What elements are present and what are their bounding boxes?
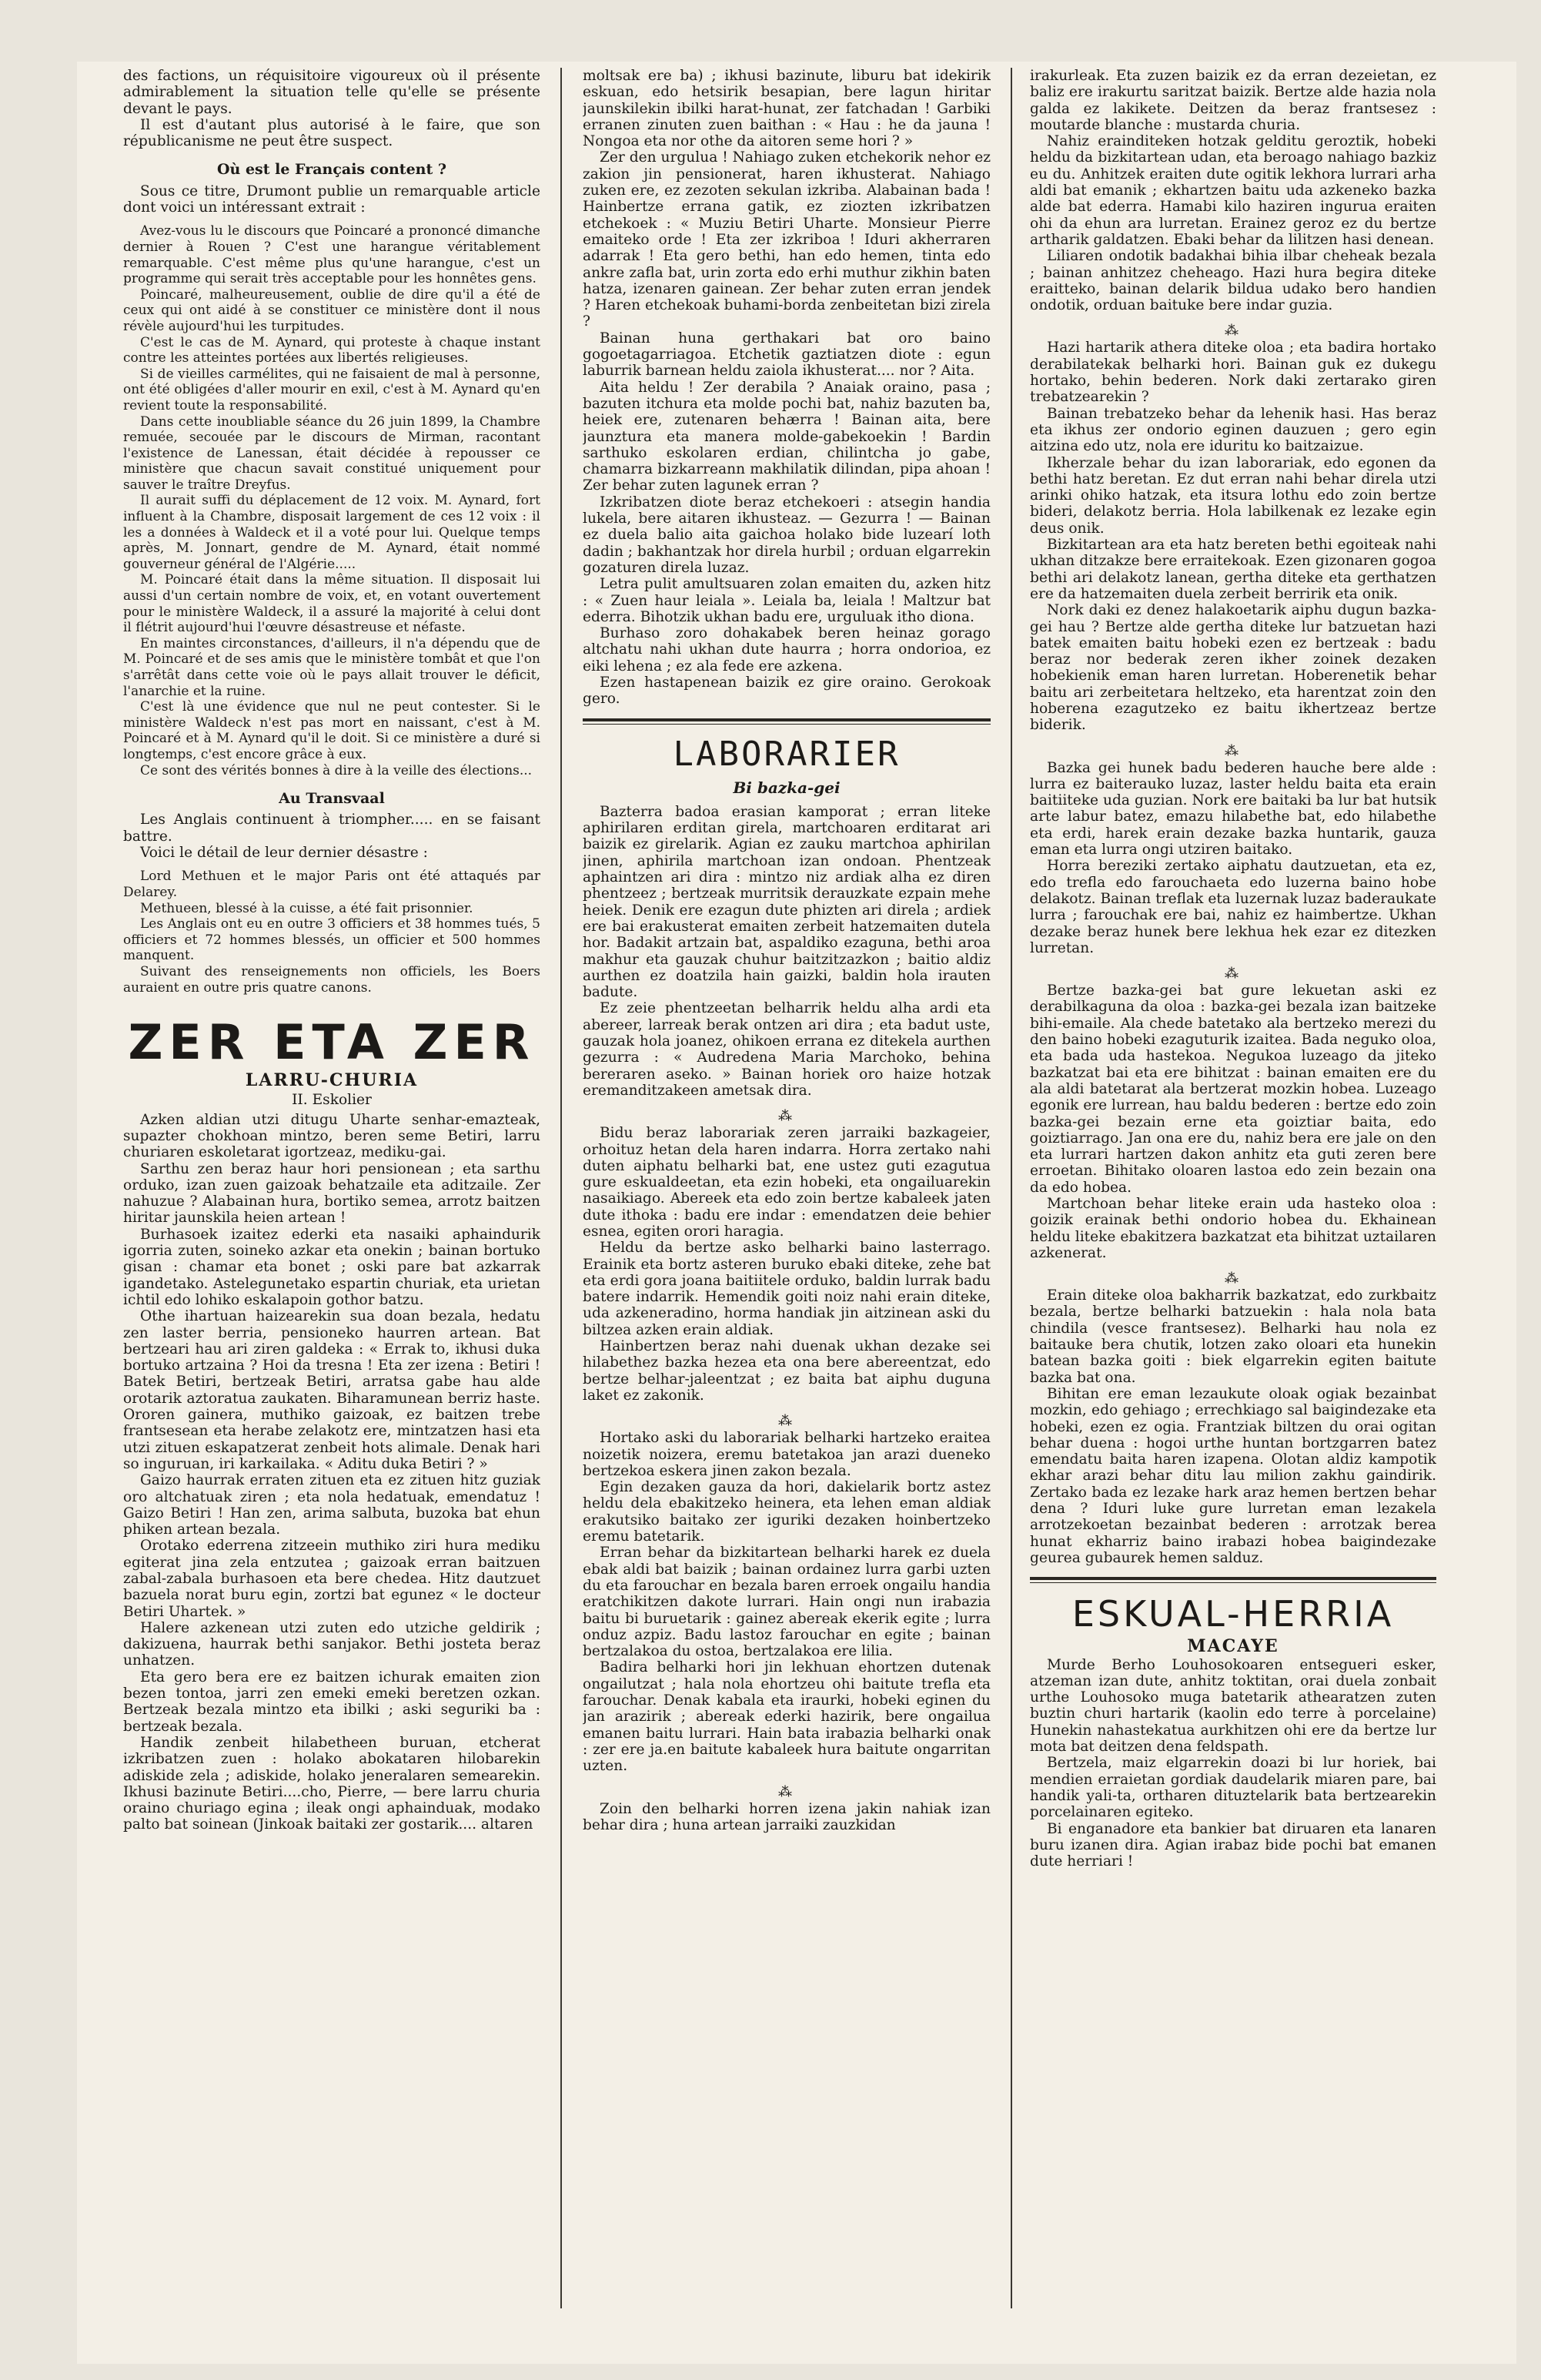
paragraph: Bertze bazka-gei bat gure lekuetan aski ez derabilkaguna da oloa : bazka-gei bezala izan baitzeke bihi-emaile. Ala chede batetako ala bertzeko merezi du den baino hobeki ezaguturik izaitea. Bada neguko oloa, eta bada uda hastekoa. Negukoa luzeago da jiteko bazkatzat bai eta ere bihitzat : bainan emaiten ere du ala aldi batetarat ala bertzerat mozkin hobea. Luzeago egonik ere lurrean, hau baldu bederen : bertze edo zoin bazka-gei bezain erne eta goiztiar baita, edo goiztiarrago. Jan ona ere du, nahiz bera ere jale on den eta lurrari hartzen dakon anhitz eta guti zeren bere erroetan. Bihitako oloaren lastoa edo zein bezain ona da edo hobea.: [1030, 982, 1436, 1196]
quote-paragraph: Il aurait suffi du déplacement de 12 voix. M. Aynard, fort influent à la Chambre, disposait largement de ces 12 voix : il les a données à Waldeck et il a voté pour lui. Quelque temps après, M. Jonnart, gendre de M. Aynard, était nommé gouverneur général de l'Algérie.....: [123, 493, 540, 572]
paragraph: Il est d'autant plus autorisé à le faire, que son républicanisme ne peut être suspect.: [123, 116, 540, 150]
paragraph: Orotako ederrena zitzeein muthiko ziri hura mediku egiterat jina zela entzutea ; gaizoak erran baitzuen zabal-zabala burhasoen eta bere chedea. Hitz dautzuet bazuela norat buru egin, zortzi bat egunez « le docteur Betiri Uhartek. »: [123, 1538, 540, 1620]
column-rule: [1011, 68, 1012, 2308]
paragraph: Horra bereziki zertako aiphatu dautzuetan, eta ez, edo trefla edo farouchaeta edo luzerna baino hobe delakotz. Bainan treflak eta luzernak luzaz baderaukate lurra ; farouchak ere bai, nahiz ez haimbertze. Ukhan dezake beraz hunek bere lekhua hek ezar ez ditezken lurretan.: [1030, 858, 1436, 956]
paragraph: Ikherzale behar du izan laborariak, edo egonen da bethi hatz beretan. Ez dut erran nahi behar direla utzi arinki ohiko hatzak, eta itsura lothu edo zoin bertze bideri, delakotz berria. Hola labilkenak ez lezake egin deus onik.: [1030, 454, 1436, 537]
paragraph: Aita heldu ! Zer derabila ? Anaiak oraino, pasa ; bazuten itchura eta molde pochi bat, nahiz bazuten ba, heiek ere, zutenaren behærra ! Bainan aita, bere jaunztura eta manera molde-gabekoekin ! Bardin sarthuko eskolaren erdian, chilintcha jo gabe, chamarra bizkarreann makhilatik dilindan, pipa ahoan ! Zer behar zuten lagunek erran ?: [583, 379, 991, 494]
quote-paragraph: Poincaré, malheureusement, oublie de dire qu'il a été de ceux qui ont aidé à se constituer ce ministère dont il nous révèle aujourd'hui les turpitudes.: [123, 286, 540, 334]
column-1: [123, 68, 540, 2331]
quote-paragraph: C'est là une évidence que nul ne peut contester. Si le ministère Waldeck n'est pas mort en naissant, c'est à M. Poincaré et à M. Aynard qu'il le doit. Si ce ministère a duré si longtemps, c'est encore grâce à eux.: [123, 699, 540, 762]
quote-paragraph: Dans cette inoubliable séance du 26 juin 1899, la Chambre remuée, secouée par le discours de Mirman, racontant l'existence de Lanessan, était décidée à repousser ce ministère que chacun savait constitué uniquement pour sauver le traître Dreyfus.: [123, 413, 540, 493]
asterism-ornament: ⁂: [1225, 742, 1242, 759]
quote-paragraph: Si de vieilles carmélites, qui ne faisaient de mal à personne, ont été obligées d'aller mourir en exil, c'est à M. Aynard qu'en revient toute la responsabilité.: [123, 366, 540, 413]
paragraph: Erran behar da bizkitartean belharki harek ez duela ebak aldi bat baizik ; bainan ordainez lurra garbi uzten du eta farouchar en bezala baren erroek ongailu handia eratchikitzen dakote lurrari. Hain ongi nun irabazia baitu bi buruetarik : gainez abereak ekerik egite ; lurra onduz azpiz. Badu lastoz farouchar en egite ; bainan bertzalakoa du ostoa, bertzalakoa ere lilia.: [583, 1545, 991, 1660]
paragraph: Zoin den belharki horren izena jakin nahiak izan behar dira ; huna artean jarraiki zauzkidan: [583, 1800, 991, 1833]
paragraph: Ez zeie phentzeetan belharrik heldu alha ardi eta abereer, larreak berak ontzen ari dira ; eta badut uste, gauzak hola joanez, ohikoen errana ez ditekela aurthen gezurra : « Audredena Maria Marchoko, behina bereraren aseko. » Bainan horiek oro haize hotzak eremanditzakeen ametsak dira.: [583, 1000, 991, 1099]
article-subtitle: II. Eskolier: [292, 1092, 372, 1109]
paragraph: Erain diteke oloa bakharrik bazkatzat, edo zurkbaitz bezala, bertze belharki batzuekin : hala nola bata chindila (vesce frantsesez). Belharki hau nola ez baitauke bera chutik, lotzen zako oloari eta hunekin batean bazka goiti : biek elgarrekin egiten baitute bazka bat ona.: [1030, 1287, 1436, 1386]
asterism-ornament: ⁂: [778, 1783, 795, 1800]
paragraph: Handik zenbeit hilabetheen buruan, etcherat izkribatzen zuen : holako abokataren hilobarekin adiskide zela ; adiskide, holako jeneralaren semearekin. Ikhusi bazinute Betiri....cho, Pierre, — bere larru churia oraino churiago egina ; ileak ongi aphainduak, modako palto bat soinean (Jinkoak baitaki zer gostarik.... altaren: [123, 1734, 540, 1833]
paragraph: Halere azkenean utzi zuten edo utziche geldirik ; dakizuena, haurrak bethi sanjakor. Bethi josteta beraz unhatzen.: [123, 1619, 540, 1669]
paragraph: Burhasoek izaitez ederki eta nasaiki aphaindurik igorria zuten, soineko azkar eta onekin ; bainan bortuko gisan : chamar eta bonet ; oski pare bat azkarrak igandetako. Astelegunetako espartin churiak, eta urietan ichtil edo lohiko eskalapoin gothor batzu.: [123, 1226, 540, 1308]
paragraph: Azken aldian utzi ditugu Uharte senhar-emazteak, supazter chokhoan mintzo, beren seme Betiri, larru churiaren eskoletarat igortzeaz, mediku-gai.: [123, 1111, 540, 1161]
asterism-ornament: ⁂: [1225, 323, 1242, 340]
asterism-ornament: ⁂: [778, 1413, 795, 1430]
article-title: MACAYE: [1187, 1636, 1279, 1657]
eskual-herria-heading: ESKUAL-HERRIA: [1071, 1593, 1395, 1635]
paragraph: Bihitan ere eman lezaukute oloak ogiak bezainbat mozkin, edo gehiago ; errechkiago sal baigindezake eta hobeki, ezen ez ogia. Frantziak biltzen du orai ogitan behar duena : hogoi urthe huntan bortzgarren batez emendatu baita haren izapena. Olotan aldiz kampotik ekhar arazi behar ditu lau milion zakhu gaindirik. Zertako bada ez lezake hark araz hemen bertzen behar dena ? Iduri luke gure lurretan eman lezakela arrotzekoetan bezainbat bederen : arrotzak berea hunat ekharriz baino irabazi hobea baigindezake geurea gubaurek hemen salduz.: [1030, 1385, 1436, 1566]
paragraph: Martchoan behar liteke erain uda hasteko oloa : goizik erainak bethi ondorio hobea du. Ekhainean heldu liteke ebakitzera bazkatzat eta bihitzat uztailaren azkenerat.: [1030, 1196, 1436, 1261]
paragraph: Bainan trebatzeko behar da lehenik hasi. Has beraz eta ikhus zer ondorio eginen dauzuen ; gero egin aitzina edo utz, nola ere iduritu ko baitzaizue.: [1030, 405, 1436, 455]
paragraph: Othe ihartuan haizearekin sua doan bezala, hedatu zen laster berria, pensioneko haurren artean. Bat bertzeari hau ari ziren galdeka : « Errak to, ikhusi duka bortuko artzaina ? Hoi da tresna ! Eta zer izena : Betiri ! Batek Betiri, bertzeak Betiri, arratsa gabe hau alde orotarik aztoratua zaukaten. Biharamunean berriz haste. Ororen gainera, muthiko gaizoak, ez baitzen trebe frantsesean eta herabe zelakotz ere, mintzatzen hasi eta utzi zituen eskapatzerat zenbeit hots alimale. Denak hari so inguruan, iri karkailaka. « Aditu duka Betiri ? »: [123, 1308, 540, 1472]
article-subtitle: Bi bazka-gei: [733, 778, 841, 797]
paragraph: Ezen hastapenean baizik ez gire oraino. Gerokoak gero.: [583, 674, 991, 708]
quote-paragraph: Methueen, blessé à la cuisse, a été fait prisonnier.: [140, 900, 473, 916]
section-heading: Au Transvaal: [279, 790, 385, 808]
paragraph: moltsak ere ba) ; ikhusi bazinute, liburu bat idekirik eskuan, edo hetsirik besapian, bere lagun hiritar jaunskilekin ibilki harat-hunat, zer fatchadan ! Garbiki erranen zinuten zuen baithan : « Hau : he da jauna ! Nongoa eta nor othe da aitoren seme hori ? »: [583, 68, 991, 150]
paragraph: Bazterra badoa erasian kamporat ; erran liteke aphirilaren erditan girela, martchoaren erditarat ari baizik ez girelarik. Agian ez zauku martchoa aphirilan jinen, aphirila martchoan izan ondoan. Phentzeak aphaintzen ari dira : mintzo niz ardiak alha ez diren phentzeez ; bertzeak murritsik derauzkate ezpain mehe heiek. Denik ere ezagun dute phizten ari direla ; ardiek ere bai erakusterat emaiten zerbeit hatzemaiten dutela hor. Badakit artzain bat, aspaldiko ezaguna, bethi aroa makhur eta gauzak chuhur baitzitzazkon ; baitio aldiz aurthen ez doatzila hain gaizki, baldin hola irauten badute.: [583, 803, 991, 1001]
paragraph: Sarthu zen beraz haur hori pensionean ; eta sarthu orduko, izan zuen gaizoak behatzaile eta aditzaile. Zer nahuzue ? Alabainan hura, bortiko semea, arrotz baitzen hiritar jaunskila heien artean !: [123, 1160, 540, 1227]
paragraph: Egin dezaken gauza da hori, dakielarik bortz astez heldu dela ebakitzeko heinera, eta lehen eman aldiak erakutsiko baitako zer iguriki dezaken hoinbertzeko eremu batetarik.: [583, 1479, 991, 1545]
paragraph: Bertzela, maiz elgarrekin doazi bi lur horiek, bai mendien erraietan gordiak daudelarik miaren pare, bai handik yali-ta, ortharen dituztelarik bata bertzearekin porcelainaren egiteko.: [1030, 1755, 1436, 1821]
paragraph: Bazka gei hunek badu bederen hauche bere alde : lurra ez baiterauko luzaz, laster heldu baita eta erain baitiiteke uda guzian. Nork ere baitaki ba lur bat hutsik arte labur batez, emazu hilabethe bat, edo hilabethe eta erdi, harek erain dezake bazka huntarik, gauza eman eta lurra ongi utziren baitako.: [1030, 759, 1436, 859]
zer-eta-zer-heading: ZER ETA ZER: [128, 1014, 536, 1071]
quote-paragraph: C'est le cas de M. Aynard, qui proteste à chaque instant contre les atteintes portées aux libertés religieuses.: [123, 334, 540, 367]
section-divider: [583, 718, 991, 725]
paragraph: Badira belharki hori jin lekhuan ehortzen dutenak ongailutzat ; hala nola ehortzeu ohi baitute trefla eta farouchar. Denak kabala eta iraurki, hobeki eginen du jan arazirik ; abereak ederki hazirik, bere ongailua emanen baitu lurrari. Hain bata irabazia belharki onak : zer ere ja.en baitute kabaleek hura baitute ongarritan uzten.: [583, 1659, 991, 1775]
paragraph: Murde Berho Louhosokoaren entsegueri esker, atzeman izan dute, anhitz toktitan, orai duela zonbait urthe Louhosoko muga batetarik athearatzen zuten buztin churi hartarik (kaolin edo terre à porcelaine) Hunekin nahastekatua aurkhitzen ohi ere da bertze lur mota bat deitzen dena feldspath.: [1030, 1656, 1436, 1756]
quote-paragraph: Lord Methuen et le major Paris ont été attaqués par Delarey.: [123, 869, 540, 900]
paragraph: Nork daki ez denez halakoetarik aiphu dugun bazka-gei hau ? Bertze alde gertha diteke lur batzuetan hazi batek emaiten baitu hobeki ezen ez bertzeak : badu beraz nor bederak zeren ikher zoinek dezaken hobekienik eman haren lurretan. Hoberenetik behar baitu ari zerbeitetara heltzeko, eta harentzat zoin den hoberena ezagutzeko ez baitu ikhertzeaz bertze biderik.: [1030, 602, 1436, 734]
section-heading: Où est le Français content ?: [216, 161, 447, 179]
paragraph: irakurleak. Eta zuzen baizik ez da erran dezeietan, ez baliz ere irakurtu saritzat baizik. Bertze alde hazia nola galda ez lakikete. Deitzen da beraz frantsesez : moutarde blanche : mustarda churia.: [1030, 68, 1436, 133]
paragraph: Bi enganadore eta bankier bat diruaren eta lanaren buru izanen dira. Agian irabaz bide pochi bat emanen dute herriari !: [1030, 1820, 1436, 1870]
paragraph: Nahiz erainditeken hotzak gelditu geroztik, hobeki heldu da bizkitartean udan, eta beroago nahiago bazkiz eu du. Anhitzek eraiten dute ogitik lekhora lurrari arha aldi bat emanik ; ekhartzen baitu uda azkeneko bazka alde bat ederra. Hamabi kilo haziren ingurua eraiten ohi da ehun ara lurretan. Erainez geroz ez du bertze artharik galdatzen. Ebaki behar da lilitzen hasi denean.: [1030, 133, 1436, 248]
paragraph: Sous ce titre, Drumont publie un remarquable article dont voici un intéressant extrait :: [123, 182, 540, 216]
quote-paragraph: Ce sont des vérités bonnes à dire à la veille des élections...: [140, 762, 533, 778]
column-3: [1030, 68, 1436, 2331]
column-2: [583, 68, 991, 2331]
article-title: LARRU-CHURIA: [245, 1070, 419, 1091]
paragraph: des factions, un réquisitoire vigoureux où il présente admirablement la situation telle qu'elle se présente devant le pays.: [123, 68, 540, 117]
paragraph: Letra pulit amultsuaren zolan emaiten du, azken hitz : « Zuen haur leiala ». Leiala ba, leiala ! Maltzur bat ederra. Bihotzik ukhan badu ere, urguluak itho diona.: [583, 576, 991, 625]
asterism-ornament: ⁂: [778, 1108, 795, 1125]
quote-paragraph: Les Anglais ont eu en outre 3 officiers et 38 hommes tués, 5 officiers et 72 hommes blessés, un officier et 500 hommes manquent.: [123, 916, 540, 964]
quote-paragraph: En maintes circonstances, d'ailleurs, il n'a dépendu que de M. Poincaré et de ses amis que le ministère tombât et que l'on s'arrêtât dans cette voie où le pays allait trouver le déficit, l'anarchie et la ruine.: [123, 635, 540, 699]
paragraph: Bizkitartean ara eta hatz bereten bethi egoiteak nahi ukhan ditzakze bere erraitekoak. Ezen gizonaren gogoa bethi ari delakotz lanean, gertha diteke eta gerthatzen ere da hatzemaiten duela zerbeit berririk eta onik.: [1030, 537, 1436, 602]
asterism-ornament: ⁂: [1225, 966, 1242, 982]
paragraph: Zer den urgulua ! Nahiago zuken etchekorik nehor ez zakion jin pensionerat, haren ikhusterat. Nahiago zuken ere, ez zezoten sekulan izkriba. Alabainan bada ! Hainbertze errana gatik, ez ziozten izkribatzen etchekoek : « Muziu Betiri Uharte. Monsieur Pierre emaiteko orde ! Eta zer izkriboa ! Iduri akherraren adarrak ! Eta gero bethi, han edo hemen, tinta edo ankre zafla bat, urin zorta edo erhi muthur zikhin baten hatza, izenaren gainean. Zer behar zuten erran jendek ? Haren etchekoak buhami-borda zenbeitetan bizi zirela ?: [583, 149, 991, 330]
paragraph: Liliaren ondotik badakhai bihia ilbar cheheak bezala ; bainan anhitzez cheheago. Hazi hura begira diteke eraitteko, bainan delarik bildua udako bero handien ondotik, orduan baituke bere indar guzia.: [1030, 248, 1436, 314]
quote-paragraph: Suivant des renseignements non officiels, les Boers auraient en outre pris quatre canons.: [123, 963, 540, 996]
paragraph: Eta gero bera ere ez baitzen ichurak emaiten zion bezen tontoa, jarri zen emeki emeki beretzen ozkan. Bertzeak bezala mintzo eta ibilki ; aski seguriki ba : bertzeak bezala.: [123, 1669, 540, 1735]
section-divider: [1030, 1577, 1436, 1583]
paragraph: Bidu beraz laborariak zeren jarraiki bazkageier, orhoituz hetan dela haren indarra. Horra zertako nahi duten aiphatu belharki bat, ene ustez guti ezagutua gure eskualdeetan, eta ezin hobeki, eta ongailuarekin nasaikiago. Abereek eta edo zoin bertze kabaleek jaten dute ithoka : badu ere indar : emendatzen deie behier esnea, egiten orori haragia.: [583, 1125, 991, 1240]
paragraph: Bainan huna gerthakari bat oro baino gogoetagarriagoa. Etchetik gaztiatzen diote : egun laburrik barnean heldu zaiola ikhusterat.... nor ? Aita.: [583, 330, 991, 380]
laborarier-heading: LABORARIER: [673, 734, 901, 774]
paragraph: Gaizo haurrak erraten zituen eta ez zituen hitz guziak oro altchatuak ziren ; eta nola hedatuak, emendatuz ! Gaizo Betiri ! Han zen, arima salbuta, buzoka bat ehun phiken artean bezala.: [123, 1472, 540, 1538]
paragraph: Izkribatzen diote beraz etchekoeri : atsegin handia lukela, bere aitaren ikhusteaz. — Gezurra ! — Bainan ez duela balio aita gaichoa holako bide luzearí loth dadin ; bakhantzak hor direla hurbil ; orduan elgarrekin gozaturen direla luzaz.: [583, 494, 991, 576]
paragraph: Hazi hartarik athera diteke oloa ; eta badira hortako derabilatekak belharki hori. Bainan guk ez dukegu hortako, behin bederen. Nork daki zertarako giren trebatzearekin ?: [1030, 340, 1436, 406]
paragraph: Heldu da bertze asko belharki baino lasterrago. Erainik eta bortz asteren buruko ebaki diteke, zehe bat eta erdi gora joana baitiitele orduko, baldin lurrak badu batere indarrik. Hemendik goiti noiz nahi erain diteke, uda azkeneradino, horma handiak jin aitzinean aski du biltzea azken erain aldiak.: [583, 1240, 991, 1338]
paragraph: Les Anglais continuent à triompher..... en se faisant battre.: [123, 812, 540, 845]
quote-paragraph: Avez-vous lu le discours que Poincaré a prononcé dimanche dernier à Rouen ? C'est une harangue véritablement remarquable. C'est même plus qu'une harangue, c'est un programme qui serait très acceptable pour les honnêtes gens.: [123, 223, 540, 287]
paragraph: Hainbertzen beraz nahi duenak ukhan dezake sei hilabethez bazka hezea eta ona bere abereentzat, edo bertze belhar-jaleentzat ; ez baita bat aiphu duguna laket ez zakonik.: [583, 1338, 991, 1404]
paragraph: Voici le détail de leur dernier désastre :: [140, 845, 428, 862]
paragraph: Burhaso zoro dohakabek beren heinaz gorago altchatu nahi ukhan dute haurra ; horra ondorioa, ez eiki lehena ; ez ala fede ere azkena.: [583, 625, 991, 675]
quote-paragraph: M. Poincaré était dans la même situation. Il disposait lui aussi d'un certain nombre de voix, et, en votant ouvertement pour le ministère Waldeck, il a assuré la majorité à celui dont il flétrit aujourd'hui l'œuvre désastreuse et néfaste.: [123, 572, 540, 636]
asterism-ornament: ⁂: [1225, 1270, 1242, 1287]
paragraph: Hortako aski du laborariak belharki hartzeko eraitea noizetik noizera, eremu batetakoa jan arazi dueneko bertzekoa eskera jinen zakon bezala.: [583, 1430, 991, 1479]
column-rule: [560, 68, 562, 2308]
